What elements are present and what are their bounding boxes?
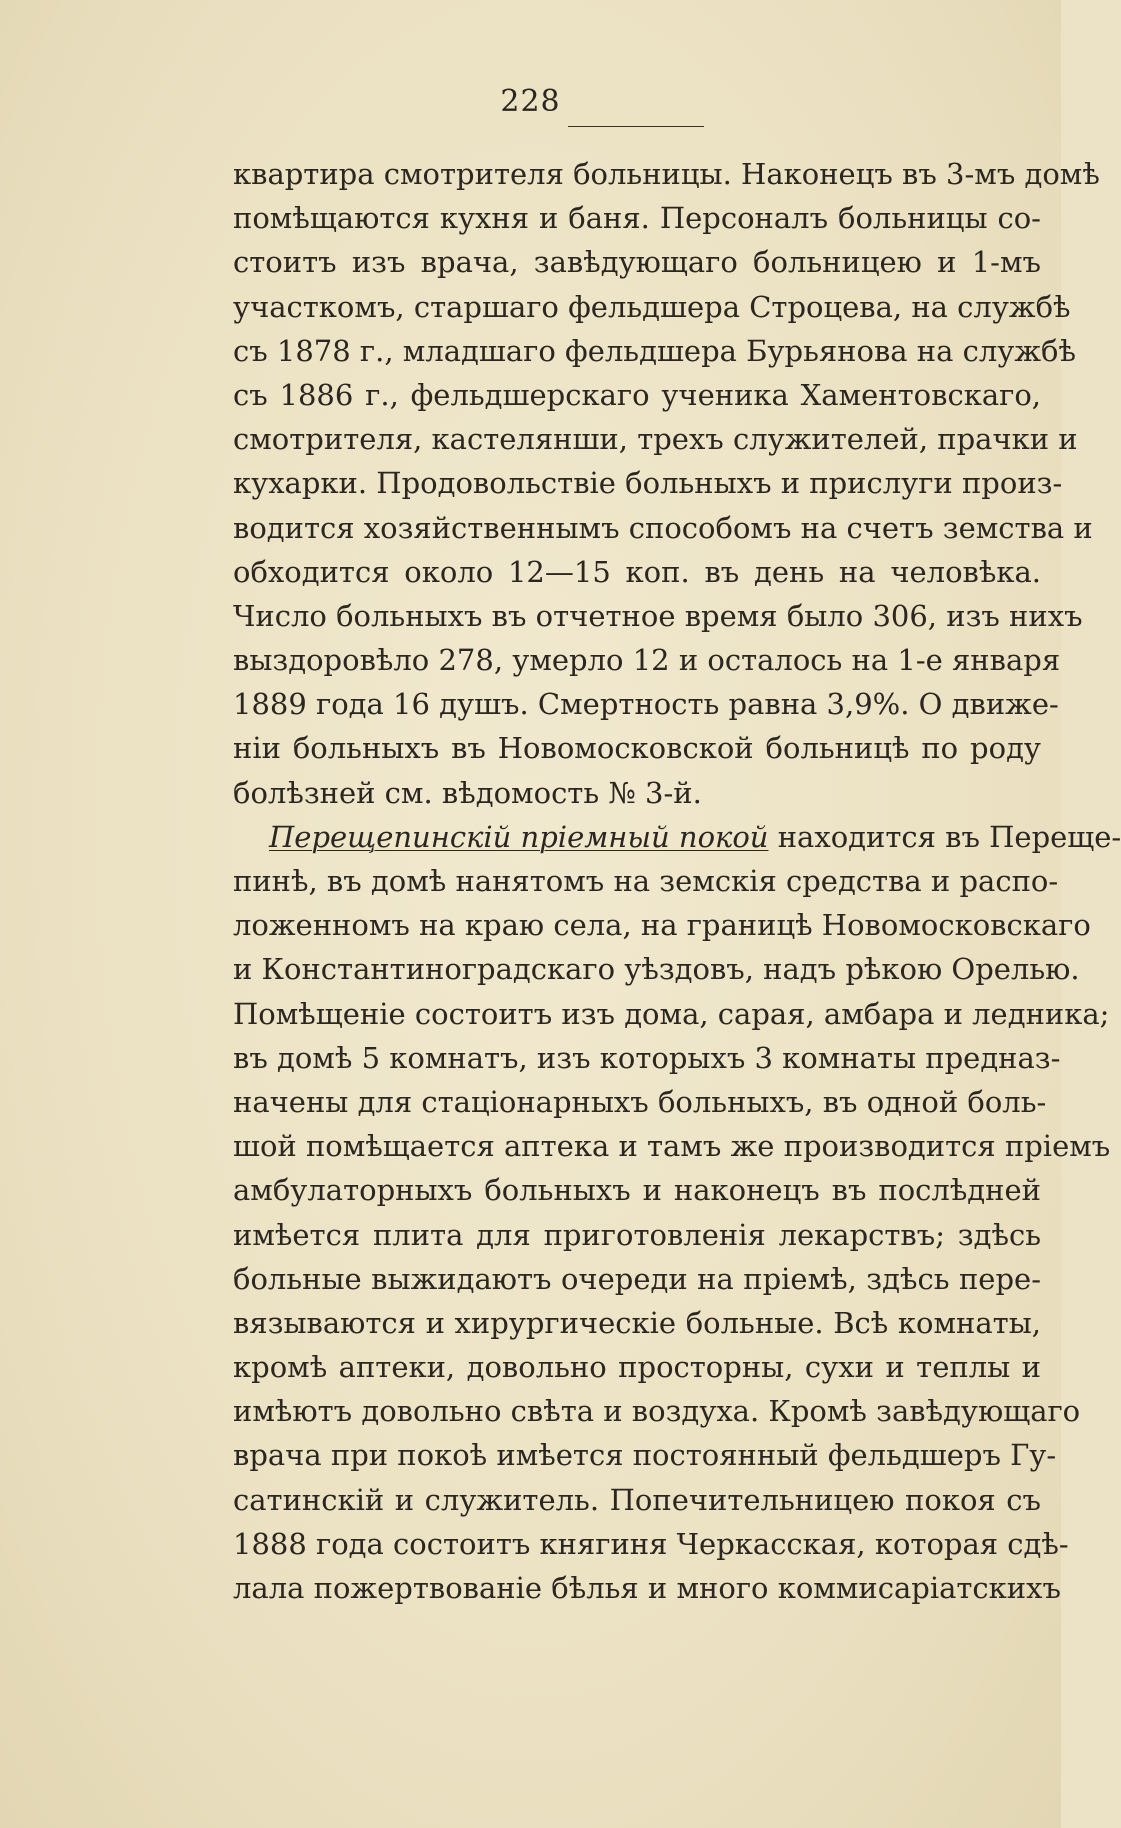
text-line: Число больныхъ въ отчетное время было 306, изъ нихъ <box>233 598 1083 633</box>
text-line: 1888 года состоитъ княгиня Черкасская, которая сдѣ- <box>233 1526 1069 1561</box>
body-text <box>233 152 1121 1610</box>
text-line <box>233 815 1121 859</box>
text-line: болѣзней см. вѣдомость № 3-й. <box>233 775 702 810</box>
page-number: 228 <box>500 84 561 119</box>
text-line: шой помѣщается аптека и тамъ же производится пріемъ <box>233 1129 1111 1164</box>
text-line: смотрителя, кастелянши, трехъ служителей, прачки и <box>233 422 1078 457</box>
text-line: съ 1878 г., младшаго фельдшера Бурьянова на службѣ <box>233 333 1076 368</box>
text-line: съ 1886 г., фельдшерскаго ученика Хаментовскаго, <box>233 377 1041 412</box>
text-line: сатинскій и служитель. Попечительницею покоя съ <box>233 1482 1041 1517</box>
paragraph-2 <box>233 815 1121 1610</box>
text-line: выздоровѣло 278, умерло 12 и осталось на 1-е января <box>233 643 1061 678</box>
text-line: кухарки. Продовольствіе больныхъ и прислуги произ- <box>233 466 1063 501</box>
text-line: имѣютъ довольно свѣта и воздуха. Кромѣ завѣдующаго <box>233 1394 1081 1429</box>
text-line: квартира смотрителя больницы. Наконецъ въ 3-мъ домѣ <box>233 157 1100 191</box>
page-number-rule <box>568 126 704 127</box>
text-line: кромѣ аптеки, довольно просторны, сухи и теплы и <box>233 1350 1041 1385</box>
paragraph-1 <box>233 152 1100 815</box>
text-line: водится хозяйственнымъ способомъ на счетъ земства и <box>233 510 1093 545</box>
text-line: имѣется плита для приготовленія лекарствъ; здѣсь <box>233 1217 1041 1252</box>
section-heading: Перещепинскій пріемный покой <box>269 819 769 854</box>
text-line: участкомъ, старшаго фельдшера Строцева, на службѣ <box>233 289 1071 324</box>
text-line: и Константиноградскаго уѣздовъ, надъ рѣкою Орелью. <box>233 952 1080 987</box>
text-line: вязываются и хирургическіе больные. Всѣ комнаты, <box>233 1305 1041 1340</box>
text-line: ложенномъ на краю села, на границѣ Новомосковскаго <box>233 908 1091 943</box>
text-line: Помѣщеніе состоитъ изъ дома, сарая, амбара и ледника; <box>233 996 1110 1031</box>
text-line: обходится около 12—15 коп. въ день на человѣка. <box>233 554 1041 589</box>
text-line: ніи больныхъ въ Новомосковской больницѣ по роду <box>233 731 1041 766</box>
text-line: пинѣ, въ домѣ нанятомъ на земскія средства и распо- <box>233 864 1059 898</box>
text-line: помѣщаются кухня и баня. Персоналъ больницы со- <box>233 201 1041 236</box>
text-line: 1889 года 16 душъ. Смертность равна 3,9%. О движе- <box>233 687 1059 722</box>
text-line: больные выжидаютъ очереди на пріемѣ, здѣсь пере- <box>233 1261 1041 1296</box>
text-line: лала пожертвованіе бѣлья и много коммисаріатскихъ <box>233 1571 1061 1605</box>
text-line: начены для стаціонарныхъ больныхъ, въ одной боль- <box>233 1084 1047 1119</box>
text-line: стоитъ изъ врача, завѣдующаго больницею и 1-мъ <box>233 245 1041 280</box>
text-line: амбулаторныхъ больныхъ и наконецъ въ послѣдней <box>233 1173 1041 1208</box>
text-line: въ домѣ 5 комнатъ, изъ которыхъ 3 комнаты предназ- <box>233 1040 1061 1075</box>
text-line: врача при покоѣ имѣется постоянный фельдшеръ Гу- <box>233 1438 1057 1473</box>
heading-line-rest: находится въ Перещe- <box>768 819 1121 854</box>
